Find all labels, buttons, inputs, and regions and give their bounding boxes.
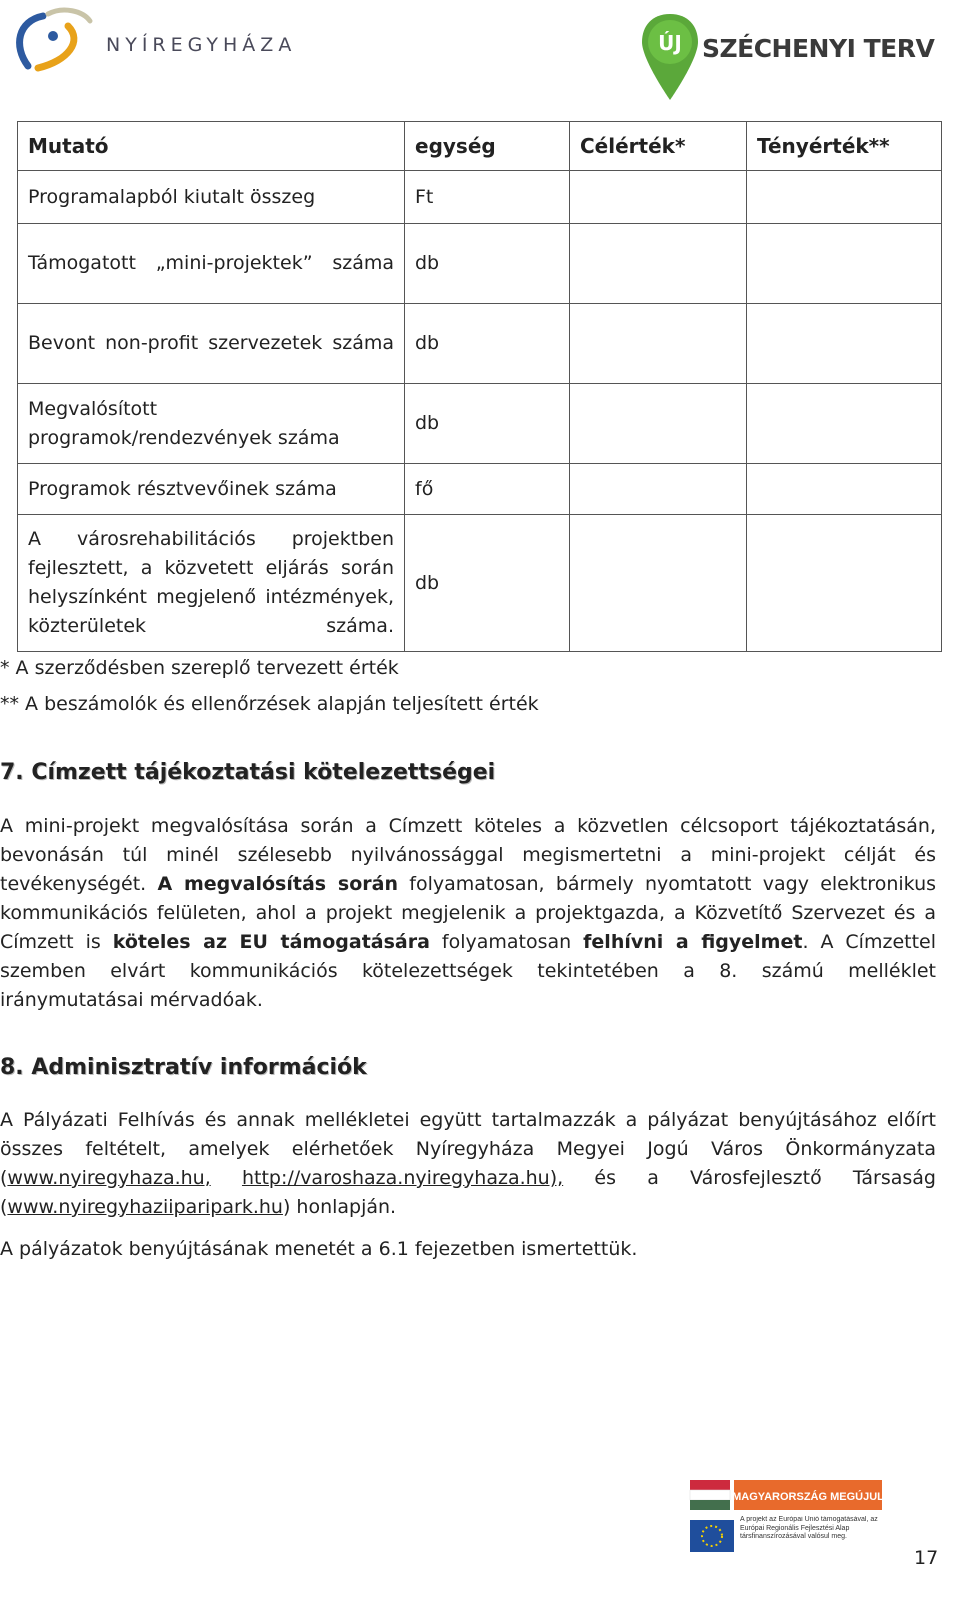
text-run: . A Címzettel szemben elvárt kommunikációs kötelezettségek tekintetében a 8. számú melléklet iránymutatásai mérvadóak. — [0, 931, 936, 1011]
cell-tenyertek — [747, 224, 942, 304]
cell-celertek — [570, 304, 747, 384]
footnote-actual-value: ** A beszámolók és ellenőrzések alapján teljesített érték — [0, 693, 539, 715]
cell-mutato: Támogatott „mini-projektek” száma — [18, 224, 405, 304]
header-egyseg: egység — [405, 122, 570, 171]
table-row — [18, 464, 942, 515]
cell-mutato: A városrehabilitációs projektben fejlesztett, a közvetett eljárás során helyszínként megjelenő intézmények, közterületek száma. — [18, 515, 405, 652]
page-number: 17 — [914, 1547, 939, 1569]
cell-mutato: Programok résztvevőinek száma — [18, 464, 405, 515]
cell-tenyertek — [747, 464, 942, 515]
text-run: folyamatosan — [429, 931, 584, 953]
table-row — [18, 384, 942, 464]
table-row — [18, 171, 942, 224]
szechenyi-pin-icon — [640, 12, 700, 102]
cell-egyseg: db — [405, 384, 570, 464]
section-7-heading: 7. Címzett tájékoztatási kötelezettségei — [0, 760, 496, 785]
section-7-paragraph — [0, 812, 936, 1015]
link-iparipark[interactable]: www.nyiregyhaziiparipark.hu — [7, 1196, 283, 1218]
text-run: folyamatosan, bármely nyomtatott vagy elektronikus kommunikációs felületen, ahol a projekt megjelenik a projektgazda, a Közvetítő Szervezet és a Címzett is — [0, 873, 937, 953]
link-varoshaza[interactable]: http://varoshaza.nyiregyhaza.hu), — [241, 1167, 564, 1189]
cell-celertek — [570, 515, 747, 652]
section-8-paragraph-2: A pályázatok benyújtásának menetét a 6.1 fejezetben ismertettük. — [0, 1238, 638, 1260]
text-run: A mini-projekt megvalósítása során a Címzett köteles a közvetlen célcsoport tájékoztatásán, bevonásán túl minél szélesebb nyilvánossággal megismertetni a mini-projekt célját és tevékenységét. — [0, 815, 936, 895]
cell-mutato: Bevont non-profit szervezetek száma — [18, 304, 405, 384]
cell-egyseg: db — [405, 304, 570, 384]
magyarorszag-megujul-logo — [686, 1478, 886, 1558]
eu-funding-badge — [686, 1478, 886, 1558]
table-header-row — [18, 122, 942, 171]
cell-tenyertek — [747, 304, 942, 384]
cell-mutato: Programalapból kiutalt összeg — [18, 171, 405, 224]
indicator-table — [17, 121, 942, 652]
nyiregyhaza-emblem-icon — [8, 6, 103, 76]
section-8-heading: 8. Adminisztratív információk — [0, 1055, 367, 1080]
cell-celertek — [570, 224, 747, 304]
cell-tenyertek — [747, 515, 942, 652]
footer-logo-caption: A projekt az Európai Unió támogatásával, az Európai Regionális Fejlesztési Alap társfinanszírozásával valósul meg. — [740, 1516, 878, 1540]
section-8-paragraph — [0, 1106, 936, 1222]
bold-run: felhívni a figyelmet — [583, 931, 803, 953]
szechenyi-logo-text: SZÉCHENYI TERV — [702, 34, 935, 63]
header-tenyertek: Tényérték** — [747, 122, 942, 171]
nyiregyhaza-logo-text: NYÍREGYHÁZA — [106, 34, 297, 56]
eu-flag-icon — [690, 1520, 734, 1552]
text-run — [211, 1167, 242, 1189]
text-run: A Pályázati Felhívás és annak mellékletei együtt tartalmazzák a pályázat benyújtásához előírt összes feltételt, amelyek elérhetőek Nyíregyháza Megyei Jogú Város Önkormányzata ( — [0, 1109, 936, 1189]
cell-mutato: Megvalósított programok/rendezvények száma — [18, 384, 405, 464]
nyiregyhaza-logo — [8, 6, 328, 76]
szechenyi-badge-text: ÚJ — [658, 31, 682, 55]
cell-egyseg: db — [405, 515, 570, 652]
cell-celertek — [570, 464, 747, 515]
header-celertek: Célérték* — [570, 122, 747, 171]
table-row — [18, 304, 942, 384]
link-nyiregyhaza[interactable]: www.nyiregyhaza.hu, — [7, 1167, 211, 1189]
bold-run: köteles az EU támogatására — [112, 931, 430, 953]
szechenyi-terv-logo — [640, 12, 940, 102]
cell-tenyertek — [747, 171, 942, 224]
cell-egyseg: fő — [405, 464, 570, 515]
cell-celertek — [570, 384, 747, 464]
table-row — [18, 224, 942, 304]
table-row — [18, 515, 942, 652]
text-run: és a Városfejlesztő Társaság ( — [0, 1167, 936, 1218]
cell-tenyertek — [747, 384, 942, 464]
cell-egyseg: Ft — [405, 171, 570, 224]
footer-logo-title: MAGYARORSZÁG MEGÚJUL — [732, 1491, 884, 1503]
footnote-target-value: * A szerződésben szereplő tervezett érték — [0, 657, 399, 679]
header-mutato: Mutató — [18, 122, 405, 171]
cell-celertek — [570, 171, 747, 224]
text-run: ) honlapján. — [282, 1196, 397, 1218]
bold-run: A megvalósítás során — [157, 873, 399, 895]
cell-egyseg: db — [405, 224, 570, 304]
